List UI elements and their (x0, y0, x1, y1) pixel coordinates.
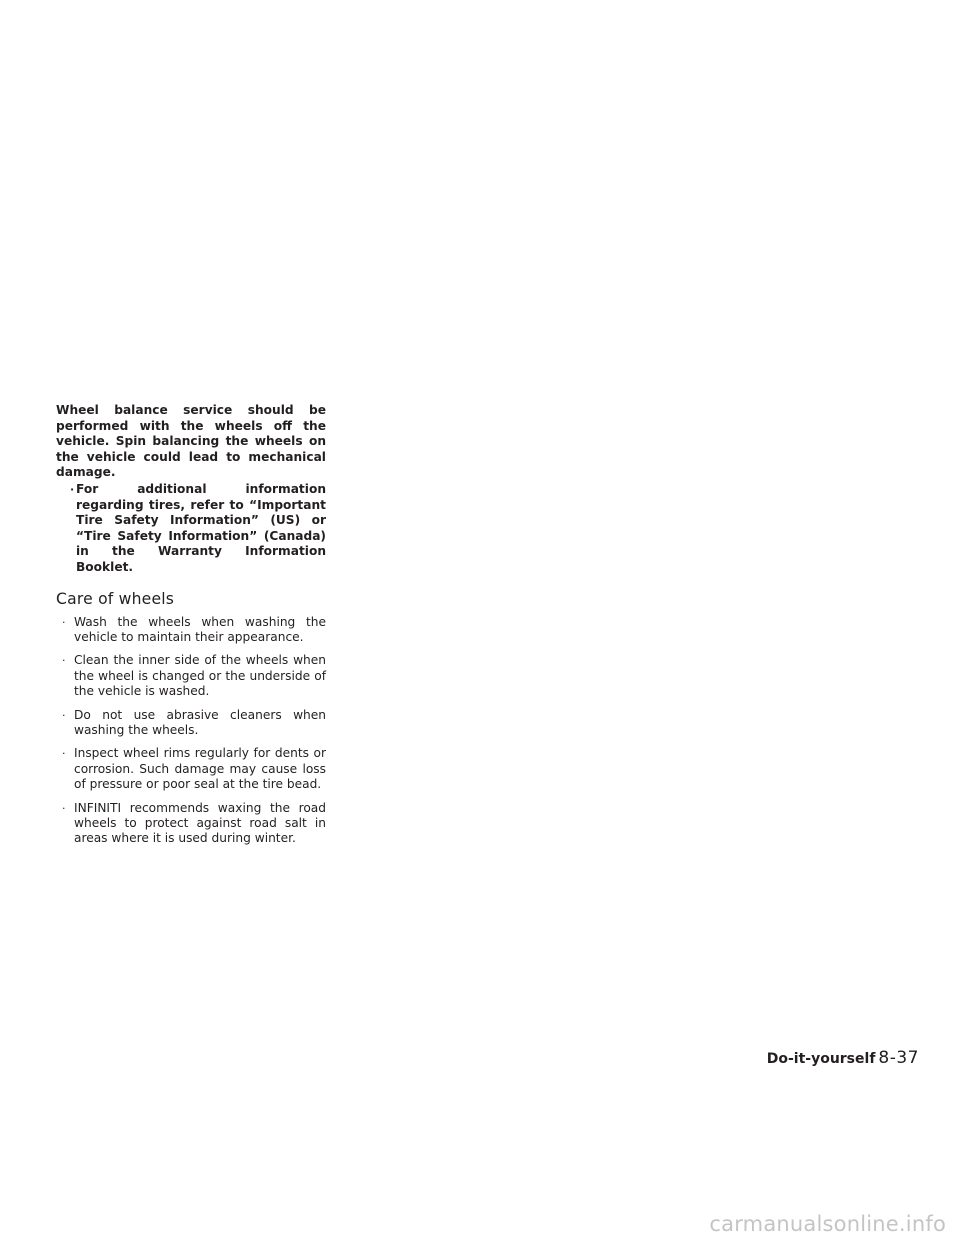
list-item (56, 615, 326, 646)
list-item (56, 801, 326, 847)
list-item-text: Clean the inner side of the wheels when the wheel is changed or the underside of the vehicle is washed. (74, 653, 326, 699)
tire-safety-info-text: For additional information regarding tires, refer to “Important Tire Safety Information” (US) or “Tire Safety Information” (Canada) in the Warranty Information Booklet. (76, 481, 326, 574)
section-heading-care-of-wheels: Care of wheels (56, 589, 175, 608)
list-item (56, 708, 326, 739)
tire-safety-info-bullet (56, 482, 326, 576)
bullet-marker: · (70, 482, 75, 496)
list-item (56, 653, 326, 699)
wheel-balance-warning: Wheel balance service should be performed with the wheels off the vehicle. Spin balancing the wheels on the vehicle could lead to mechanical damage. (56, 403, 326, 480)
list-item-text: Do not use abrasive cleaners when washing the wheels. (74, 707, 326, 737)
bullet-marker: · (62, 801, 66, 815)
footer-section-name: Do-it-yourself (766, 1051, 876, 1067)
list-item-text: INFINITI recommends waxing the road wheels to protect against road salt in areas where it is used during winter. (74, 800, 326, 846)
bullet-marker: · (62, 615, 66, 629)
bullet-marker: · (62, 747, 66, 761)
list-item (56, 746, 326, 792)
page-footer (767, 1048, 919, 1068)
bullet-marker: · (62, 708, 66, 722)
list-item-text: Wash the wheels when washing the vehicle to maintain their appearance. (74, 614, 326, 644)
text-column (56, 403, 326, 855)
page-number: 8-37 (878, 1048, 919, 1068)
watermark-link[interactable]: carmanualsonline.info (709, 1212, 946, 1236)
list-item-text: Inspect wheel rims regularly for dents or corrosion. Such damage may cause loss of pressure or poor seal at the tire bead. (74, 746, 326, 792)
bullet-marker: · (62, 654, 66, 668)
care-of-wheels-list (56, 615, 326, 847)
